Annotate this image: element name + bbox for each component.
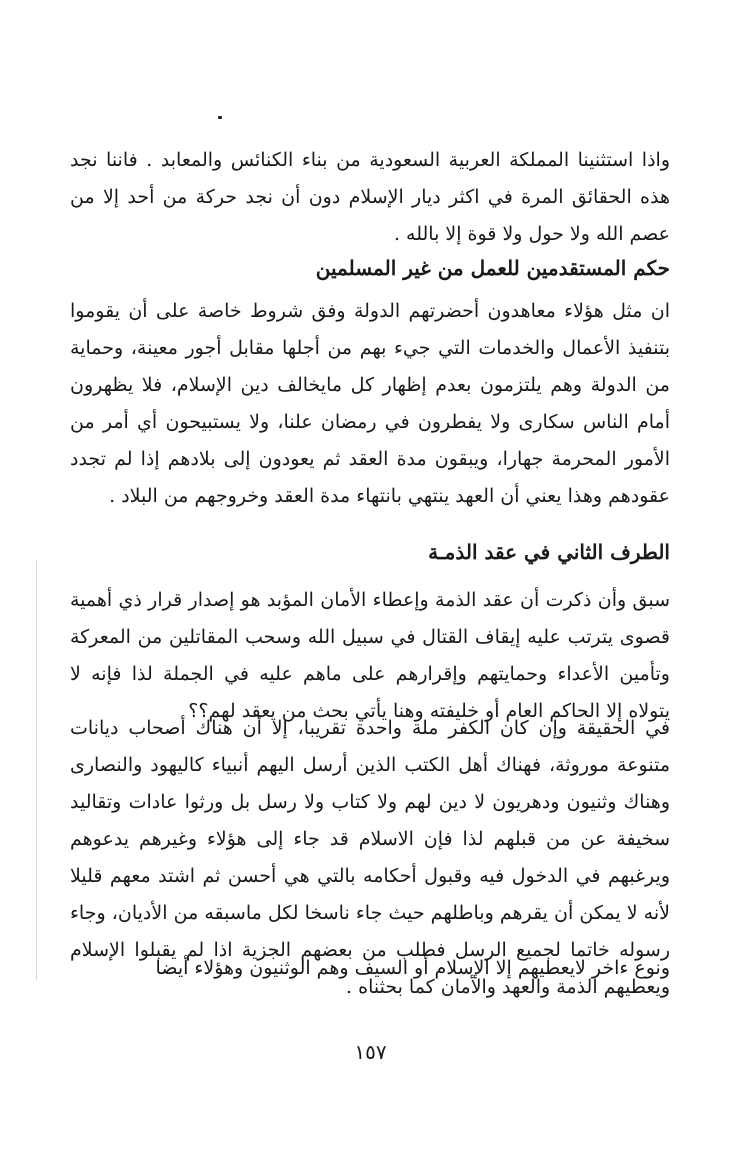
- section-heading-2: الطرف الثاني في عقد الذمـة: [428, 540, 670, 564]
- heading-2-block: [70, 532, 670, 572]
- paragraph-1: ان مثل هؤلاء معاهدون أحضرتهم الدولة وفق شروط خاصة على أن يقوموا بتنفيذ الأعمال والخدمات التي جيء بهم من أجلها مقابل أجور معينة، وحماية من الدولة وهم يلتزمون بعدم إظهار كل مايخالف دين الإسلام، فلا يظهرون أمام الناس سكارى ولا يفطرون في رمضان علنا، ولا يستبيحون أي أمر من الأمور المحرمة جهارا، ويبقون مدة العقد ثم يعودون إلى بلادهم إذا لم تجدد عقودهم وهذا يعني أن العهد ينتهي بانتهاء مدة العقد وخروجهم من البلاد .: [70, 300, 670, 507]
- page-number: ١٥٧: [354, 1040, 387, 1064]
- section-heading-1: حكم المستقدمين للعمل من غير المسلمين: [315, 256, 670, 280]
- paragraph-2-block: [70, 582, 670, 730]
- paragraph-2: سبق وأن ذكرت أن عقد الذمة وإعطاء الأمان المؤبد هو إصدار قرار ذي أهمية قصوى يترتب عليه إيقاف القتال في سبيل الله وسحب المقاتلين من المعركة وتأمين الأعداء وحمايتهم وإقرارهم على ماهم عليه في الجملة لذا فإنه لا يتولاه إلا الحاكم العام أو خليفته وهنا يأتي بحث من يعقد لهم؟؟: [70, 589, 670, 722]
- page-fold-line: [36, 560, 37, 980]
- paragraph-3: في الحقيقة وإن كان الكفر ملة واحدة تقريبا، إلا أن هناك أصحاب ديانات متنوعة موروثة، فهناك أهل الكتب الذين أرسل اليهم أنبياء كاليهود والنصارى وهناك وثنيون ودهريون لا دين لهم ولا كتاب ولا رسل بل ورثوا عادات وتقاليد سخيفة عن من قبلهم لذا فإن الاسلام قد جاء إلى هؤلاء وغيرهم يدعوهم ويرغبهم في الدخول فيه وقبول أحكامه بالتي هي أحسن ثم اشتد معهم قليلا لأنه لا يمكن أن يقرهم وباطلهم حيث جاء ناسخا لكل ماسبقه من الأديان، وجاء رسوله خاتما لجميع الرسل فطلب من بعضهم الجزية اذا لم يقبلوا الإسلام ويعطيهم الذمة والعهد والأمان كما بحثناه .: [70, 717, 670, 998]
- ink-dot: [218, 116, 222, 119]
- intro-paragraph: واذا استثنينا المملكة العربية السعودية من بناء الكنائس والمعابد . فاننا نجد هذه الحقائق المرة في اكثر ديار الإسلام دون أن نجد حركة من أحد إلا من عصم الله ولا حول ولا قوة إلا بالله .: [70, 149, 670, 245]
- paragraph-4-block: [70, 950, 670, 987]
- intro-paragraph-block: [70, 142, 670, 253]
- heading-1-block: [70, 248, 670, 288]
- paragraph-1-block: [70, 293, 670, 515]
- paragraph-4: ونوع ءاخر لايعطيهم إلا الإسلام أو السيف وهم الوثنيون وهؤلاء أيضا: [155, 957, 670, 979]
